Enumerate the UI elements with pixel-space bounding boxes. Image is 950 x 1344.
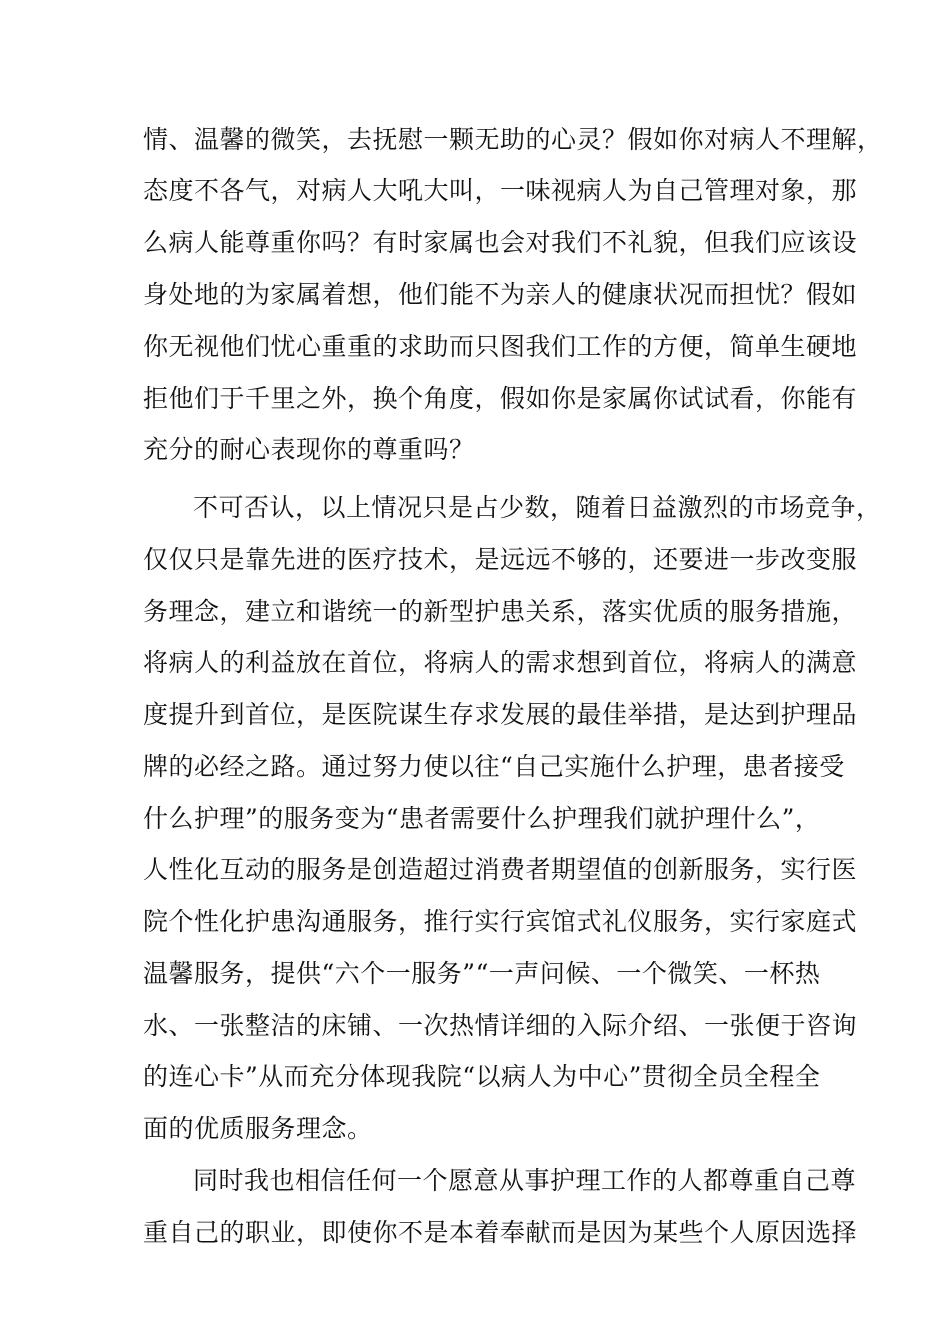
paragraph-2-line-10: 温馨服务，提供“六个一服务”“一声问候、一个微笑、一杯热 bbox=[143, 959, 821, 988]
paragraph-3-line-1: 同时我也相信任何一个愿意从事护理工作的人都尊重自己尊 bbox=[193, 1166, 857, 1195]
paragraph-1-line-4: 身处地的为家属着想，他们能不为亲人的健康状况而担忧？假如 bbox=[143, 280, 858, 309]
paragraph-2-line-11: 水、一张整洁的床铺、一次热情详细的入际介绍、一张便于咨询 bbox=[143, 1011, 858, 1040]
paragraph-2-line-5: 度提升到首位，是医院谋生存求发展的最佳举措，是达到护理品 bbox=[143, 700, 858, 729]
paragraph-1-line-3: 么病人能尊重你吗？有时家属也会对我们不礼貌，但我们应该设 bbox=[143, 228, 858, 257]
paragraph-3-line-2: 重自己的职业，即使你不是本着奉献而是因为某些个人原因选择 bbox=[143, 1218, 858, 1247]
paragraph-2-line-4: 将病人的利益放在首位，将病人的需求想到首位，将病人的满意 bbox=[143, 648, 858, 677]
paragraph-1-line-5: 你无视他们忧心重重的求助而只图我们工作的方便，简单生硬地 bbox=[143, 332, 858, 361]
paragraph-2-line-7: 什么护理”的服务变为“患者需要什么护理我们就护理什么”， bbox=[143, 804, 821, 833]
paragraph-2-line-9: 院个性化护患沟通服务，推行实行宾馆式礼仪服务，实行家庭式 bbox=[143, 907, 858, 936]
paragraph-2-line-6: 牌的必经之路。通过努力使以往“自己实施什么护理，患者接受 bbox=[143, 752, 845, 781]
paragraph-1-line-6: 拒他们于千里之外，换个角度，假如你是家属你试试看，你能有 bbox=[143, 384, 858, 413]
paragraph-1-line-1: 情、温馨的微笑，去抚慰一颗无助的心灵？假如你对病人不理解， bbox=[143, 125, 883, 154]
paragraph-2-line-12: 的连心卡”从而充分体现我院“以病人为中心”贯彻全员全程全 bbox=[143, 1062, 821, 1091]
paragraph-2-line-8: 人性化互动的服务是创造超过消费者期望值的创新服务，实行医 bbox=[143, 855, 858, 884]
paragraph-2-line-13: 面的优质服务理念。 bbox=[143, 1114, 373, 1143]
paragraph-1-line-2: 态度不各气，对病人大吼大叫，一味视病人为自己管理对象，那 bbox=[143, 176, 858, 205]
paragraph-2-line-3: 务理念，建立和谐统一的新型护患关系，落实优质的服务措施， bbox=[143, 597, 858, 626]
paragraph-1-line-7: 充分的耐心表现你的尊重吗？ bbox=[143, 435, 475, 464]
paragraph-2-line-1: 不可否认，以上情况只是占少数，随着日益激烈的市场竞争， bbox=[193, 493, 882, 522]
paragraph-2-line-2: 仅仅只是靠先进的医疗技术，是远远不够的，还要进一步改变服 bbox=[143, 545, 858, 574]
